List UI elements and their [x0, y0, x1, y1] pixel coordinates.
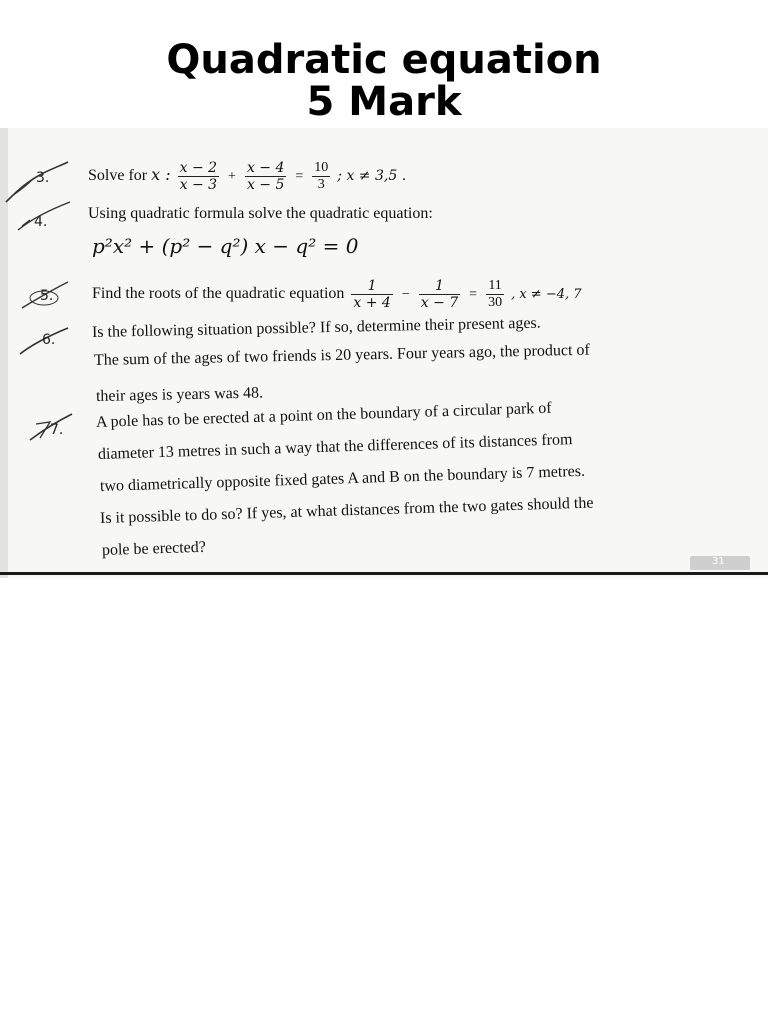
fraction [351, 278, 392, 311]
question-4-text: Using quadratic formula solve the quadratic equation: [88, 205, 433, 222]
operator: − [401, 287, 410, 303]
bottom-rule [0, 572, 768, 575]
question-6-line: The sum of the ages of two friends is 20 years. Four years ago, the product of [93, 341, 590, 369]
fraction-numerator: x − 2 [179, 160, 218, 176]
fraction [245, 160, 286, 193]
fraction-numerator: 11 [486, 278, 504, 295]
page-marker-text: 31 [712, 556, 725, 567]
fraction [419, 278, 460, 311]
fraction-denominator: 30 [488, 295, 503, 310]
fraction-denominator: x + 4 [353, 295, 391, 311]
fraction-denominator: x − 3 [179, 177, 218, 193]
question-3 [88, 160, 406, 193]
question-7-line: A pole has to be erected at a point on the boundary of a circular park of [95, 399, 552, 431]
question-6-line: their ages is years was 48. [95, 384, 264, 405]
question-number: 6. [42, 332, 56, 348]
question-7-line: Is it possible to do so? If yes, at what distances from the two gates should the [99, 494, 594, 527]
fraction-denominator: 3 [317, 177, 325, 192]
operator: = [295, 169, 304, 185]
fraction [486, 278, 504, 311]
scanned-page [0, 128, 768, 578]
fraction-denominator: x − 7 [420, 295, 459, 311]
question-6-line: Is the following situation possible? If so, determine their present ages. [91, 314, 541, 341]
fraction-numerator: x − 4 [246, 160, 285, 176]
fraction [178, 160, 219, 193]
fraction-numerator: 10 [314, 160, 329, 175]
operator: = [469, 287, 478, 303]
question-5 [92, 278, 582, 311]
operator: + [228, 169, 236, 185]
fraction-numerator: 1 [419, 278, 460, 295]
condition: , x ≠ −4, 7 [511, 287, 582, 303]
fraction [312, 160, 330, 193]
fraction-denominator: x − 5 [246, 177, 285, 193]
question-lead: Find the roots of the quadratic equation [92, 285, 345, 303]
page-title: Quadratic equation [166, 37, 602, 83]
variable: x : [151, 165, 171, 185]
page-marker [690, 556, 750, 570]
question-7-line: two diametrically opposite fixed gates A and B on the boundary is 7 metres. [99, 462, 586, 495]
question-number: 7. [50, 422, 64, 438]
condition: ; x ≠ 3,5 . [337, 168, 407, 185]
question-number: 3. [36, 170, 50, 186]
page-subtitle: 5 Mark [306, 79, 462, 125]
question-7-line: diameter 13 metres in such a way that the differences of its distances from [97, 431, 573, 463]
question-number: 4. [34, 214, 48, 230]
fraction-numerator: 1 [351, 278, 392, 295]
question-7-line: pole be erected? [101, 538, 207, 559]
question-lead: Solve for [88, 167, 148, 185]
question-number: 5. [40, 288, 54, 304]
question-4-formula: p²x² + (p² − q²) x − q² = 0 [92, 234, 359, 258]
